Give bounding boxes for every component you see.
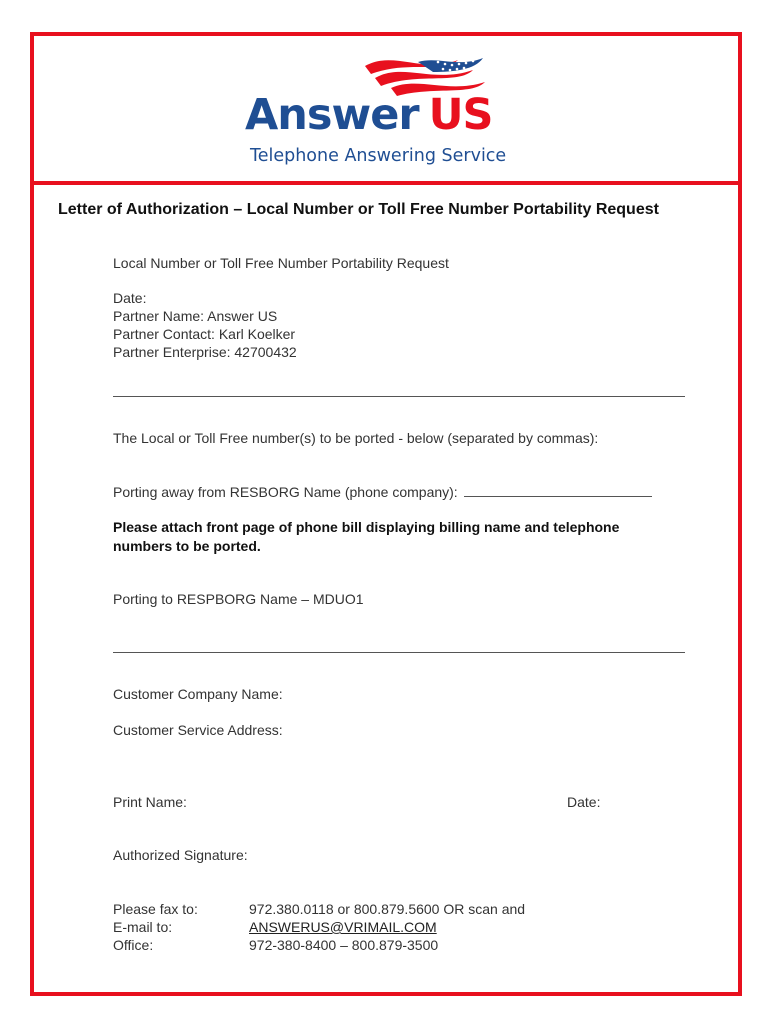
porting-away-field (113, 483, 652, 502)
answer-us-logo (245, 52, 535, 174)
porting-away-label: Porting away from RESBORG Name (phone company): (113, 484, 458, 500)
logo-wordmark (245, 90, 492, 140)
fax-value: 972.380.0118 or 800.879.5600 OR scan and (249, 901, 526, 917)
attach-note-line-1: Please attach front page of phone bill displaying billing name and telephone (113, 519, 620, 535)
fax-label: Please fax to: (113, 901, 198, 917)
partner-enterprise: Partner Enterprise: 42700432 (113, 344, 297, 360)
intro-line: Local Number or Toll Free Number Portability Request (113, 255, 449, 271)
header-divider (30, 181, 742, 185)
print-name-label: Print Name: (113, 794, 187, 810)
partner-contact: Partner Contact: Karl Koelker (113, 326, 296, 342)
separator-line (113, 396, 685, 397)
authorized-signature-label: Authorized Signature: (113, 847, 248, 863)
signature-date-label: Date: (567, 794, 601, 810)
office-value: 972-380-8400 – 800.879-3500 (249, 937, 439, 953)
document-title: Letter of Authorization – Local Number or Toll Free Number Portability Request (58, 201, 659, 218)
email-label: E-mail to: (113, 919, 173, 935)
attach-note-line-2: numbers to be ported. (113, 538, 261, 554)
porting-to-line: Porting to RESPBORG Name – MDUO1 (113, 591, 364, 607)
numbers-prompt: The Local or Toll Free number(s) to be ported - below (separated by commas): (113, 430, 599, 446)
email-link[interactable]: ANSWERUS@VRIMAIL.COM (249, 919, 437, 935)
logo-tagline: Telephone Answering Service (250, 146, 507, 166)
partner-date-label: Date: (113, 290, 147, 306)
office-label: Office: (113, 937, 154, 953)
logo-brand-word: Answer (245, 90, 419, 140)
partner-name: Partner Name: Answer US (113, 308, 278, 324)
logo-brand-accent: US (428, 90, 493, 140)
separator-line (113, 652, 685, 653)
porting-away-blank[interactable] (464, 484, 652, 497)
customer-company-label: Customer Company Name: (113, 686, 283, 702)
customer-address-label: Customer Service Address: (113, 722, 283, 738)
